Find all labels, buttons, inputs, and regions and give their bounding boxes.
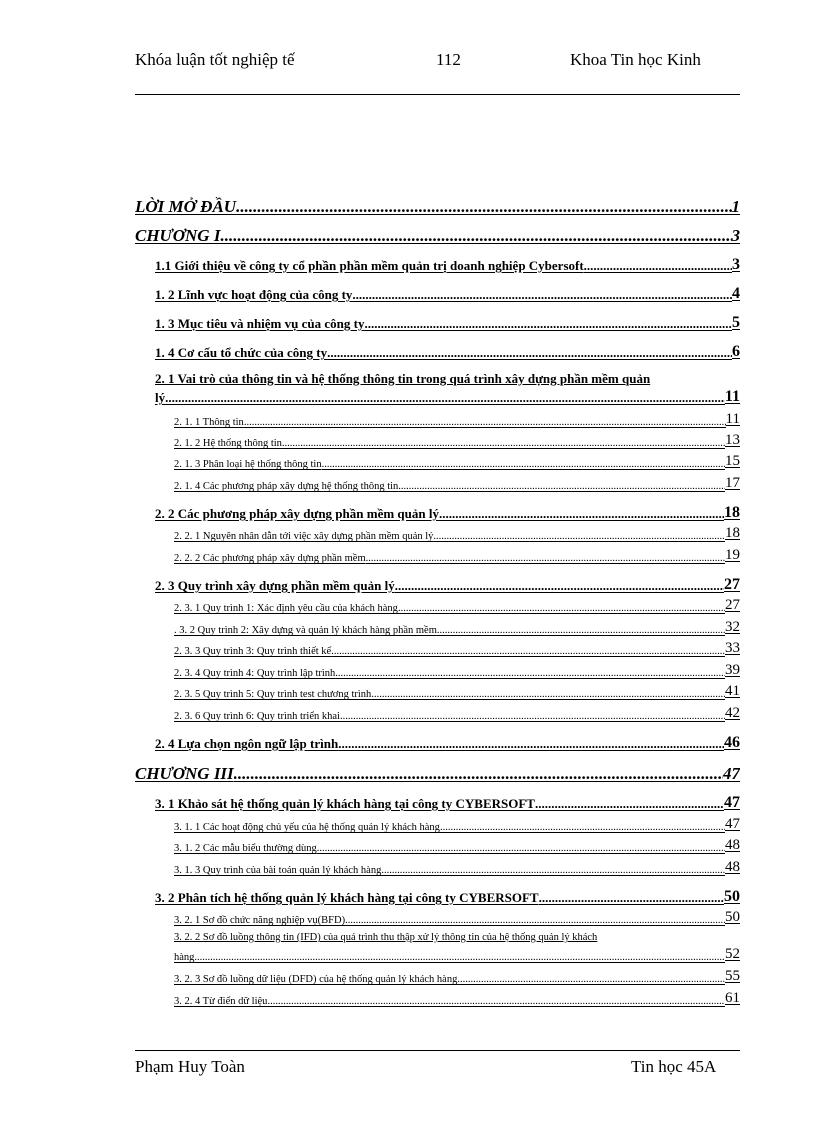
toc-entry-page: 50	[725, 909, 740, 925]
toc-entry-title: 1. 4 Cơ cấu tổ chức của công ty	[155, 345, 328, 360]
toc-entry[interactable]	[174, 597, 740, 614]
toc-entry-page: 33	[725, 640, 740, 656]
toc-entry[interactable]	[174, 705, 740, 722]
toc-entry[interactable]	[174, 453, 740, 470]
toc-entry[interactable]	[155, 888, 740, 906]
toc-entry[interactable]	[174, 968, 740, 985]
toc-entry-title: 3. 2. 1 Sơ đồ chức năng nghiệp vụ(BFD)	[174, 915, 346, 926]
toc-entry-page: 46	[724, 734, 740, 751]
toc-entry[interactable]	[174, 547, 740, 564]
toc-entry[interactable]	[174, 662, 740, 679]
toc-entry-title: 3. 2 Phân tích hệ thống quản lý khách hàng tại công ty CYBERSOFT	[155, 890, 539, 905]
toc-entry-title: 2. 3. 4 Quy trình 4: Quy trình lập trình	[174, 668, 336, 679]
toc-entry-title: 2. 1. 4 Các phương pháp xây dựng hệ thống thông tin	[174, 481, 399, 492]
toc-entry-page: 42	[725, 705, 740, 721]
toc-entry-title: . 3. 2 Quy trình 2: Xây dựng và quản lý khách hàng phần mềm	[174, 625, 437, 636]
page-header	[135, 50, 740, 95]
header-right-text: Khoa Tin học Kinh	[570, 50, 701, 69]
toc-entry-title: 1. 3 Mục tiêu và nhiệm vụ của công ty	[155, 316, 365, 331]
toc-entry[interactable]	[174, 683, 740, 700]
toc-entry[interactable]	[155, 576, 740, 594]
toc-entry-page: 61	[725, 990, 740, 1006]
toc-entry-page: 52	[725, 946, 740, 962]
header-left-text: Khóa luận tốt nghiệp tế	[135, 50, 295, 69]
toc-entry[interactable]	[155, 794, 740, 812]
toc-entry[interactable]	[155, 388, 740, 406]
page-footer	[135, 1050, 740, 1076]
toc-entry-title: 3. 2. 3 Sơ đồ luồng dữ liệu (DFD) của hệ thống quản lý khách hàng	[174, 974, 458, 985]
toc-entry-page: 50	[724, 888, 740, 905]
toc-entry[interactable]	[135, 762, 740, 784]
toc-entry-page: 1	[731, 197, 740, 216]
toc-entry[interactable]	[155, 734, 740, 752]
toc-entry[interactable]	[135, 224, 740, 246]
toc-entry[interactable]	[155, 285, 740, 303]
toc-entry-title: CHƯƠNG III	[135, 764, 234, 783]
toc-entry-page: 6	[732, 343, 740, 360]
toc-entry-page: 48	[725, 859, 740, 875]
toc-entry-page: 39	[725, 662, 740, 678]
toc-entry[interactable]	[174, 946, 740, 963]
toc-entry-page: 11	[725, 411, 740, 427]
toc-entry-page: 27	[725, 597, 740, 613]
toc-entry-title: 3. 1 Khảo sát hệ thống quản lý khách hàng tại công ty CYBERSOFT	[155, 796, 535, 811]
toc-entry-title: 3. 1. 2 Các mẫu biểu thường dùng	[174, 843, 317, 854]
toc-entry-title: 2. 1. 1 Thông tin	[174, 417, 244, 428]
toc-entry-title: 2. 2. 2 Các phương pháp xây dựng phần mềm	[174, 553, 366, 564]
toc-entry-page: 19	[725, 547, 740, 563]
toc-entry-title: 1. 2 Lĩnh vực hoạt động của công ty	[155, 287, 353, 302]
footer-class: Tin học 45A	[631, 1057, 717, 1076]
toc-entry-title: 3. 2. 4 Từ điển dữ liệu	[174, 996, 268, 1007]
toc-entry-title: LỜI MỞ ĐẦU	[135, 197, 237, 216]
toc-entry-title: 2. 3 Quy trình xây dựng phần mềm quản lý	[155, 578, 395, 593]
toc-entry-title: 2. 2 Các phương pháp xây dựng phần mềm quản lý	[155, 506, 439, 521]
toc-entry-title: 2. 2. 1 Nguyên nhân dẫn tới việc xây dựng phần mềm quản lý	[174, 531, 434, 542]
toc-entry-title: 2. 1. 3 Phân loại hệ thống thông tin	[174, 459, 322, 470]
toc-entry[interactable]	[155, 256, 740, 274]
toc-entry[interactable]	[135, 195, 740, 217]
toc-entry-page: 27	[724, 576, 740, 593]
toc-entry[interactable]	[174, 837, 740, 854]
toc-entry[interactable]	[174, 859, 740, 876]
toc-entry[interactable]	[174, 640, 740, 657]
toc-entry-page: 3	[731, 226, 740, 245]
toc-entry-title: 2. 3. 5 Quy trình 5: Quy trình test chương trình	[174, 689, 372, 700]
toc-entry[interactable]	[174, 619, 740, 636]
toc-entry-page: 4	[732, 285, 740, 302]
toc-entry-page: 47	[723, 764, 740, 783]
toc-entry-first-line[interactable]: 3. 2. 2 Sơ đồ luồng thông tin (IFD) của quá trình thu thập xử lý thông tin của hệ thống quản lý khách	[174, 932, 598, 943]
toc-entry-page: 3	[732, 256, 740, 273]
toc-entry[interactable]	[174, 411, 740, 428]
toc-entry[interactable]	[155, 343, 740, 361]
toc-entry-first-line[interactable]: 2. 1 Vai trò của thông tin và hệ thống thông tin trong quá trình xây dựng phần mềm quản	[155, 371, 651, 386]
footer-author: Phạm Huy Toàn	[135, 1057, 245, 1076]
toc-entry-page: 13	[725, 432, 740, 448]
toc-entry-page: 15	[725, 453, 740, 469]
toc-entry[interactable]	[174, 432, 740, 449]
toc-entry-title: lý	[155, 390, 166, 405]
toc-entry-title: 2. 3. 1 Quy trình 1: Xác định yêu cầu của khách hàng	[174, 603, 398, 614]
toc-entry-page: 32	[725, 619, 740, 635]
toc-entry[interactable]	[174, 816, 740, 833]
toc-entry[interactable]	[174, 990, 740, 1007]
toc-entry[interactable]	[174, 525, 740, 542]
toc-entry-page: 41	[725, 683, 740, 699]
header-page-number: 112	[436, 50, 461, 69]
toc-entry[interactable]	[174, 475, 740, 492]
toc-entry-title: 3. 1. 3 Quy trình của bài toán quản lý khách hàng	[174, 865, 382, 876]
toc-entry-page: 18	[725, 525, 740, 541]
toc-entry-title: 2. 3. 6 Quy trình 6: Quy trình triển khai	[174, 711, 340, 722]
toc-entry-title: 2. 3. 3 Quy trình 3: Quy trình thiết kế	[174, 646, 332, 657]
toc-entry-page: 47	[724, 794, 740, 811]
toc-entry-page: 47	[725, 816, 740, 832]
toc-entry-title: 2. 4 Lựa chọn ngôn ngữ lập trình	[155, 736, 339, 751]
toc-entry-title: hàng	[174, 952, 195, 963]
toc-entry-page: 5	[732, 314, 740, 331]
toc-entry-page: 55	[725, 968, 740, 984]
toc-entry-page: 48	[725, 837, 740, 853]
toc-entry[interactable]	[155, 504, 740, 522]
toc-entry-page: 11	[724, 388, 740, 405]
toc-entry-title: CHƯƠNG I	[135, 226, 221, 245]
toc-entry-title: 2. 1. 2 Hệ thống thông tin	[174, 438, 282, 449]
toc-entry-page: 17	[725, 475, 740, 491]
toc-entry-page: 18	[724, 504, 740, 521]
toc-entry[interactable]	[174, 909, 740, 926]
toc-entry-title: 3. 1. 1 Các hoạt động chủ yếu của hệ thống quản lý khách hàng	[174, 822, 440, 833]
toc-entry-title: 1.1 Giới thiệu về công ty cổ phần phần mềm quản trị doanh nghiệp Cybersoft	[155, 258, 584, 273]
toc-entry[interactable]	[155, 314, 740, 332]
